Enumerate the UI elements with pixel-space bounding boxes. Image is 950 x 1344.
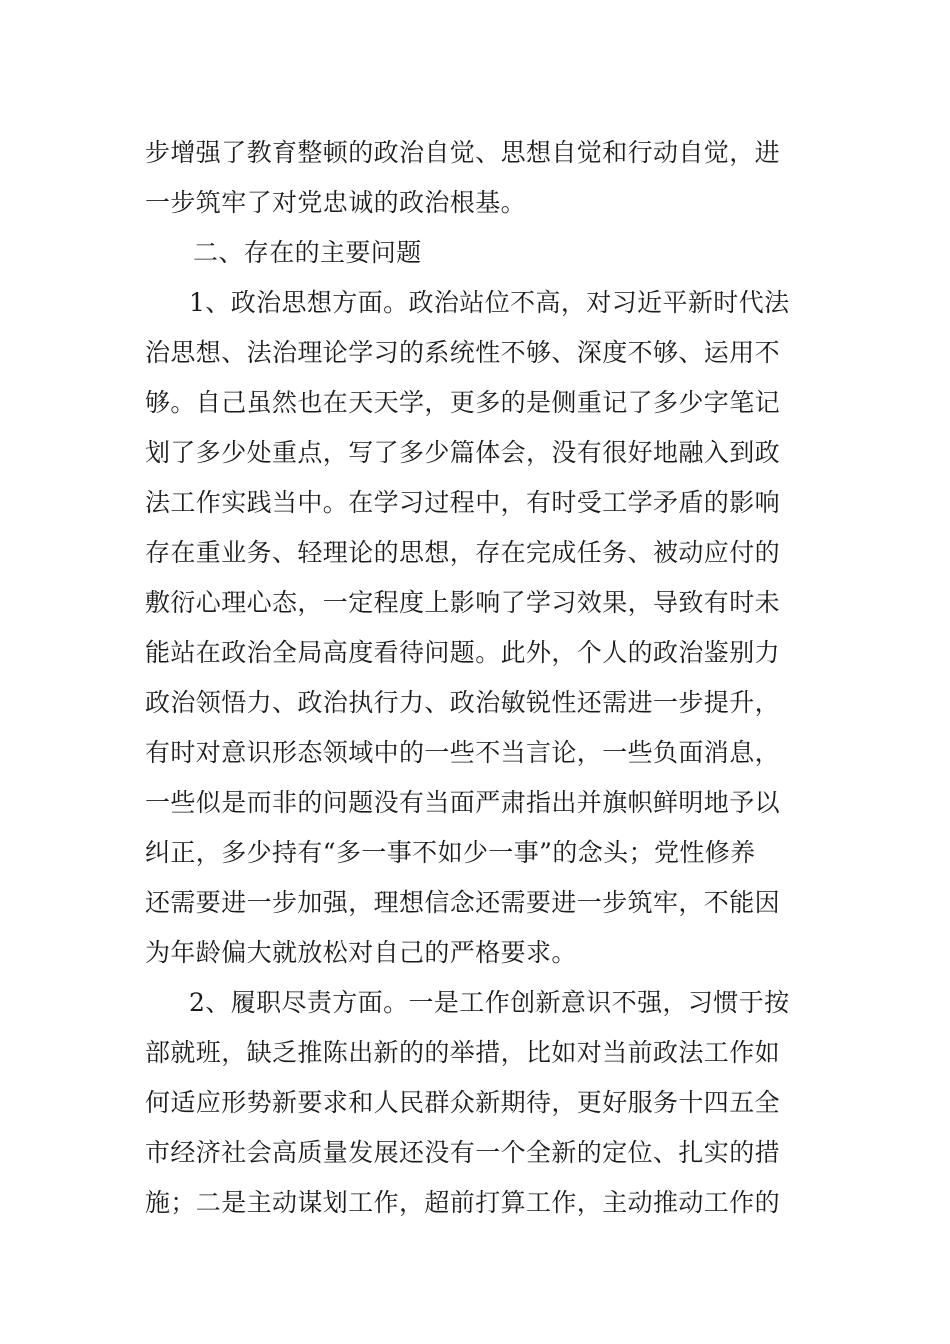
text-line: 纠正，多少持有“多一事不如少一事”的念头；党性修养 xyxy=(145,838,756,867)
text-line: 治思想、法治理论学习的系统性不够、深度不够、运用不 xyxy=(145,338,781,367)
document-body xyxy=(145,128,817,1228)
paragraph-start: 1、政治思想方面。政治站位不高，对习近平新时代法 xyxy=(189,288,790,317)
text-line: 为年龄偏大就放松对自己的严格要求。 xyxy=(145,938,577,967)
text-line: 市经济社会高质量发展还没有一个全新的定位、扎实的措 xyxy=(145,1138,781,1167)
text-line: 步增强了教育整顿的政治自觉、思想自觉和行动自觉，进 xyxy=(145,138,781,167)
text-line: 够。自己虽然也在天天学，更多的是侧重记了多少字笔记 xyxy=(145,388,781,417)
text-line: 一些似是而非的问题没有当面严肃指出并旗帜鲜明地予以 xyxy=(145,788,781,817)
paragraph-start: 2、履职尽责方面。一是工作创新意识不强，习惯于按 xyxy=(189,988,790,1017)
text-line: 一步筑牢了对党忠诚的政治根基。 xyxy=(145,188,527,217)
text-line: 法工作实践当中。在学习过程中，有时受工学矛盾的影响 xyxy=(145,488,781,517)
section-heading: 二、存在的主要问题 xyxy=(193,238,422,267)
text-line: 政治领悟力、政治执行力、政治敏锐性还需进一步提升， xyxy=(145,688,781,717)
text-line: 存在重业务、轻理论的思想，存在完成任务、被动应付的 xyxy=(145,538,781,567)
text-line: 还需要进一步加强，理想信念还需要进一步筑牢，不能因 xyxy=(145,888,781,917)
text-line: 施；二是主动谋划工作，超前打算工作，主动推动工作的 xyxy=(145,1188,781,1217)
text-line: 能站在政治全局高度看待问题。此外，个人的政治鉴别力 xyxy=(145,638,781,667)
text-line: 何适应形势新要求和人民群众新期待，更好服务十四五全 xyxy=(145,1088,781,1117)
text-line: 有时对意识形态领域中的一些不当言论，一些负面消息， xyxy=(145,738,781,767)
text-line: 部就班，缺乏推陈出新的的举措，比如对当前政法工作如 xyxy=(145,1038,781,1067)
text-line: 敷衍心理心态，一定程度上影响了学习效果，导致有时未 xyxy=(145,588,781,617)
text-line: 划了多少处重点，写了多少篇体会，没有很好地融入到政 xyxy=(145,438,781,467)
